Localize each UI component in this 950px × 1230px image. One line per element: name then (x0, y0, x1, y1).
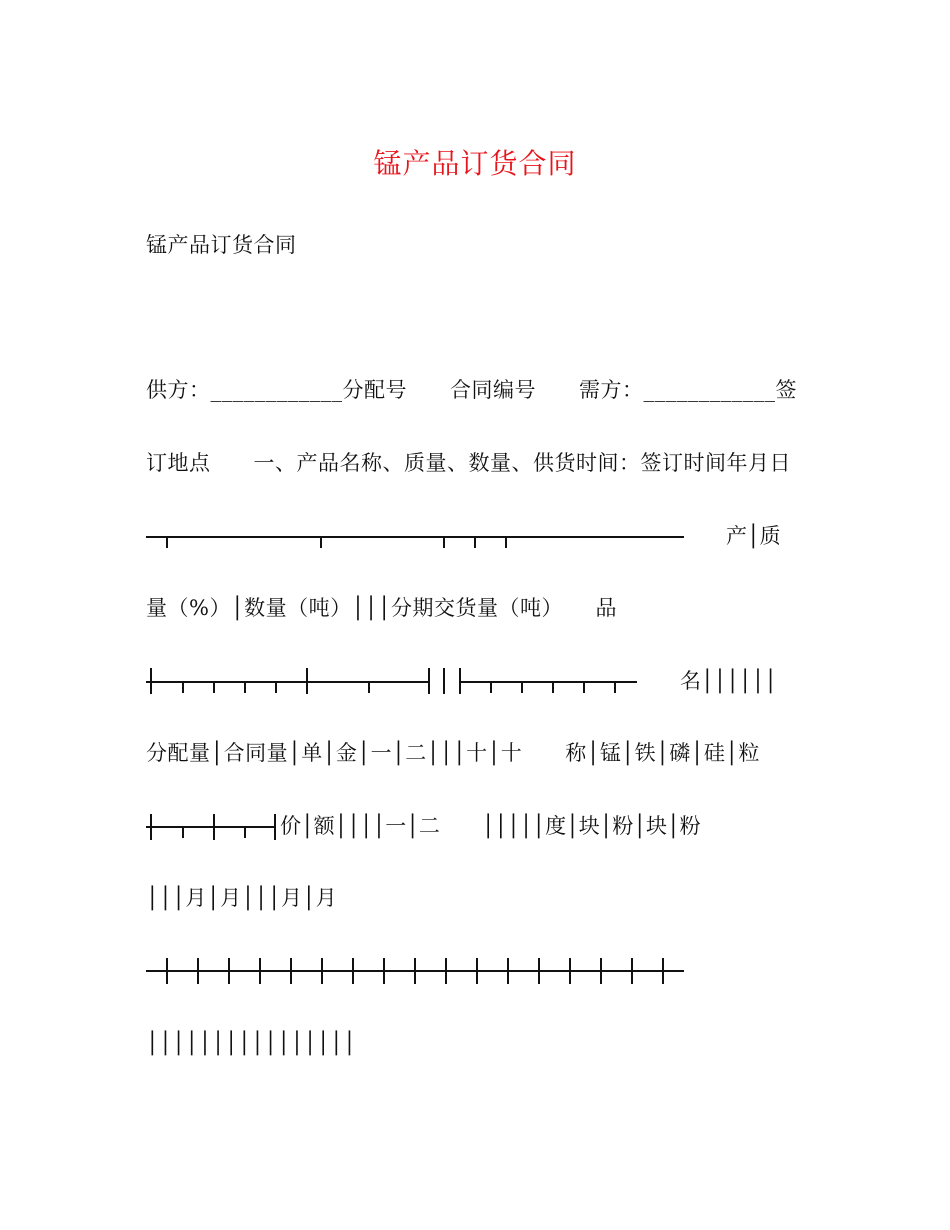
header-row-allocation: 分配量│合同量│单│金│一│二│││十│十 称│锰│铁│磷│硅│粒 (146, 741, 761, 765)
intro-line: 订地点 一、产品名称、质量、数量、供货时间：签订时间年月日 (146, 451, 791, 475)
header-row-months: │││月│月│││月│月 (146, 886, 338, 910)
table-body-row: ││││││││││││││││ (146, 1031, 357, 1055)
document-title: 锰产品订货合同 (373, 147, 577, 180)
header-fragment-product: 产│质 (726, 524, 781, 548)
header-row-price: 价│额││││一│二 │││││度│块│粉│块│粉 (280, 814, 701, 838)
header-line: 供方：____________分配号 合同编号 需方：____________签 (146, 378, 797, 402)
header-row-quantity: 量（%）│数量（吨）│││分期交货量（吨） 品 (146, 596, 618, 620)
header-fragment-name: 名││││││ (680, 669, 777, 693)
document-subtitle: 锰产品订货合同 (146, 233, 297, 257)
